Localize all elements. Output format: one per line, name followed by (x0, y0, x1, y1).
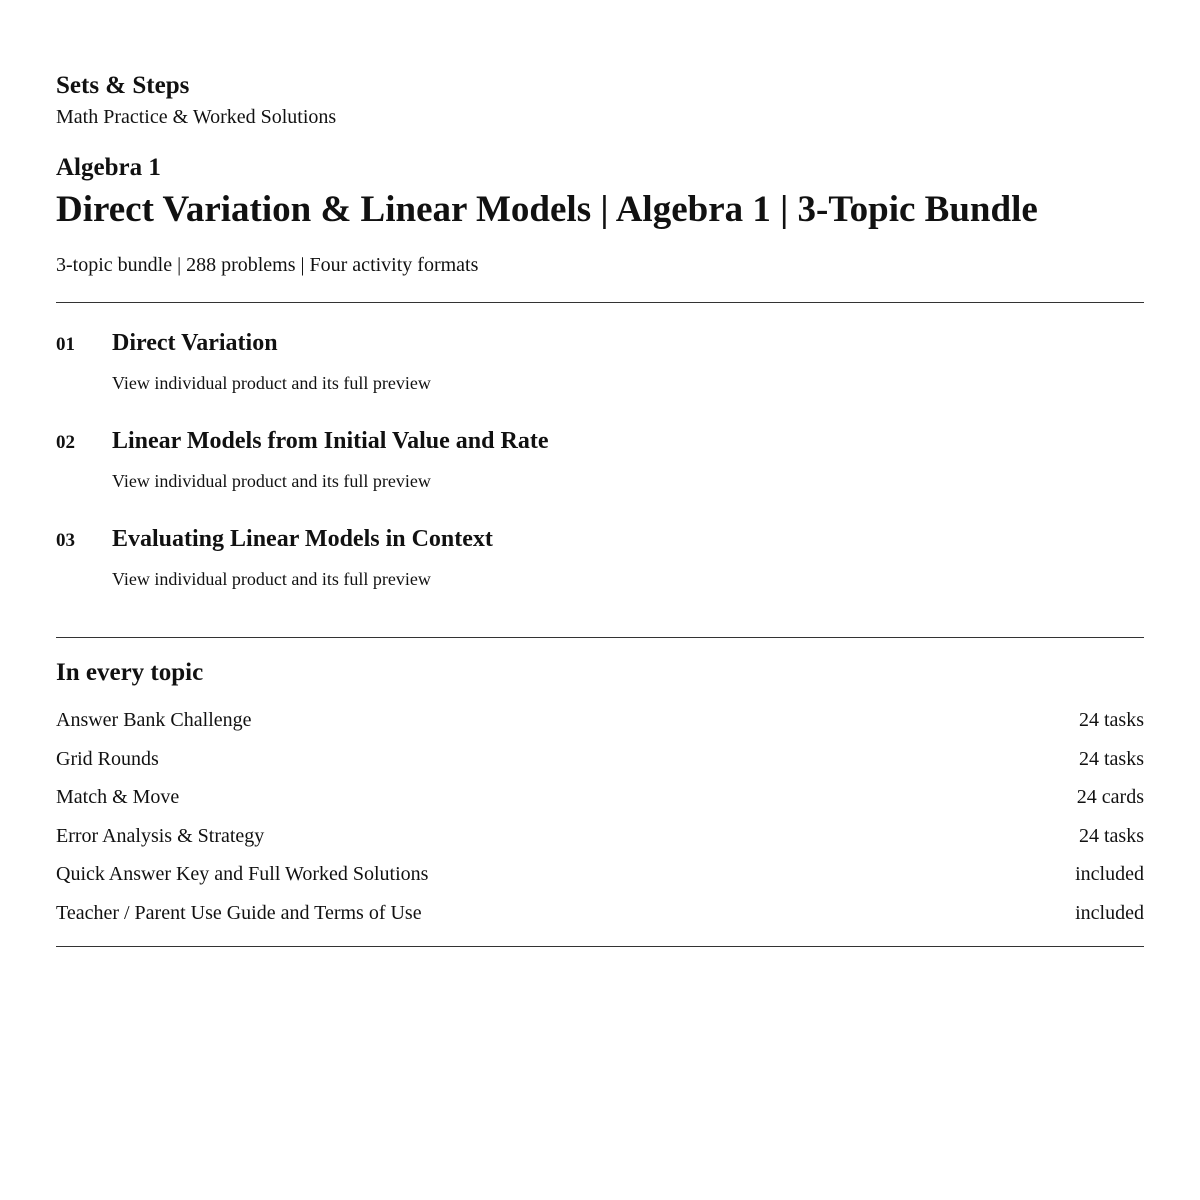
section-heading-every-topic: In every topic (56, 659, 204, 686)
feature-count: 24 cards (1076, 786, 1144, 808)
feature-list (56, 704, 1144, 935)
feature-name: Answer Bank Challenge (56, 709, 252, 731)
view-product-link[interactable]: View individual product and its full preview (112, 471, 431, 491)
view-product-link[interactable]: View individual product and its full preview (112, 373, 431, 393)
feature-row (56, 743, 1144, 782)
feature-name: Quick Answer Key and Full Worked Solutions (56, 863, 429, 885)
feature-name: Teacher / Parent Use Guide and Terms of Use (56, 901, 422, 924)
feature-name: Grid Rounds (56, 747, 159, 770)
topic-number: 01 (56, 334, 75, 355)
feature-count: included (1075, 901, 1144, 924)
topic-title: Direct Variation (112, 330, 278, 356)
feature-row (56, 820, 1144, 859)
topic-title: Evaluating Linear Models in Context (112, 526, 493, 552)
topic-item-2 (56, 426, 1144, 506)
divider (56, 637, 1144, 638)
feature-row (56, 897, 1144, 936)
feature-name: Error Analysis & Strategy (56, 824, 265, 847)
feature-count: included (1075, 863, 1144, 885)
page-title: Direct Variation & Linear Models | Algebra 1 | 3-Topic Bundle (56, 189, 1038, 230)
feature-row (56, 704, 1144, 743)
feature-row (56, 858, 1144, 897)
feature-count: 24 tasks (1079, 824, 1144, 847)
divider (56, 302, 1144, 303)
bundle-summary: 3-topic bundle | 288 problems | Four activity formats (56, 254, 479, 276)
feature-row (56, 781, 1144, 820)
view-product-link[interactable]: View individual product and its full preview (112, 569, 431, 589)
brand-tagline: Math Practice & Worked Solutions (56, 106, 337, 128)
subject-label: Algebra 1 (56, 154, 161, 181)
brand-name: Sets & Steps (56, 72, 190, 99)
feature-count: 24 tasks (1079, 747, 1144, 770)
feature-name: Match & Move (56, 786, 180, 808)
topic-item-3 (56, 524, 1144, 604)
feature-count: 24 tasks (1079, 709, 1144, 731)
divider (56, 946, 1144, 947)
topic-title: Linear Models from Initial Value and Rate (112, 428, 549, 454)
topic-number: 02 (56, 432, 75, 453)
topic-item-1 (56, 328, 1144, 408)
topic-number: 03 (56, 530, 75, 551)
